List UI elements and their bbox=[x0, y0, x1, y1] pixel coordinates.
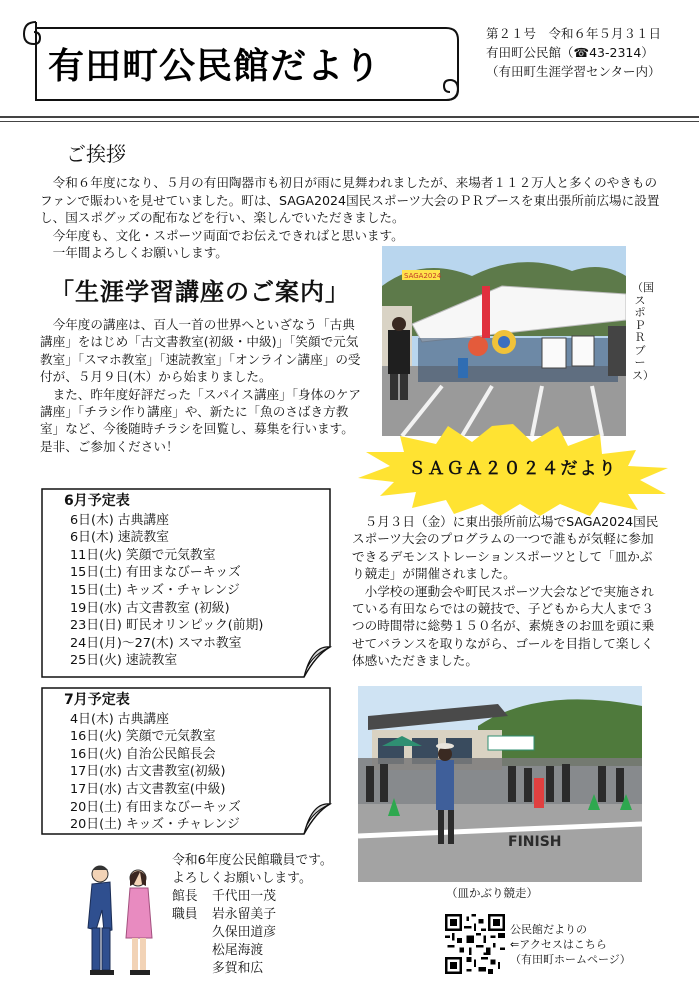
schedule-row: 24日(月)～27(木) スマホ教室 bbox=[70, 635, 242, 651]
staff-intro: 令和6年度公民館職員です。 bbox=[172, 853, 333, 868]
qr-line: ⇐アクセスはこちら bbox=[510, 938, 607, 951]
plate-race-photo bbox=[358, 686, 642, 882]
publisher-location: （有田町生涯学習センター内） bbox=[486, 64, 661, 79]
plate-race-caption: （皿かぶり競走） bbox=[446, 886, 538, 900]
courses-heading: 「生涯学習講座のご案内」 bbox=[50, 278, 350, 306]
june-heading: 6月予定表 bbox=[64, 493, 130, 509]
pr-booth-caption: （国スポＰＲブース） bbox=[632, 281, 654, 382]
schedule-row: 17日(水) 古文書教室(中級) bbox=[70, 781, 226, 797]
schedule-row: 20日(土) 有田まなびーキッズ bbox=[70, 799, 241, 815]
courses-body bbox=[40, 316, 364, 455]
greeting-paragraph: 一年間よろしくお願いします。 bbox=[52, 245, 228, 260]
staff-name: 千代田一茂 bbox=[212, 889, 276, 904]
staff-list bbox=[172, 852, 333, 978]
issue-number-date: 第２１号 令和６年５月３１日 bbox=[486, 26, 662, 41]
courses-paragraph: また、昨年度好評だった「スパイス講座」「身体のケア講座」「チラシ作り講座」や、新たに「魚のさばき方教室」など、今後随時チラシを回覧し、募集を行います。是非、ご参加ください！ bbox=[40, 386, 362, 454]
staff-intro: よろしくお願いします。 bbox=[172, 871, 312, 886]
schedule-row: 15日(土) 有田まなびーキッズ bbox=[70, 565, 241, 581]
pr-banner-text: SAGA2024 bbox=[404, 272, 442, 280]
courses-paragraph: 今年度の講座は、百人一首の世界へといざなう「古典講座」をはじめ「古文書教室(初級・中級)」「笑顔で元気教室」「スマホ教室」「速読教室」「オンライン講座」の受付が、５月９日(木）から始まりました。 bbox=[40, 317, 361, 385]
schedule-row: 6日(木) 古典講座 bbox=[70, 512, 169, 528]
newsletter-title: 有田町公民館だより bbox=[48, 46, 382, 87]
saga-news-burst bbox=[350, 420, 676, 516]
staff-row-director bbox=[172, 888, 333, 906]
july-heading: 7月予定表 bbox=[64, 692, 130, 708]
issue-info bbox=[486, 24, 661, 81]
schedule-row: 6日(木) 速読教室 bbox=[70, 530, 169, 546]
staff-row-member bbox=[172, 960, 333, 978]
saga-news-heading: ＳＡＧＡ２０２４だより bbox=[408, 459, 618, 479]
schedule-row: 17日(水) 古文書教室(初級) bbox=[70, 764, 226, 780]
staff-name: 多賀和広 bbox=[212, 961, 264, 976]
qr-line: 公民館だよりの bbox=[510, 923, 587, 936]
schedule-row: 4日(木) 古典講座 bbox=[70, 711, 169, 727]
schedule-row: 20日(土) キッズ・チャレンジ bbox=[70, 817, 240, 833]
staff-name: 岩永留美子 bbox=[212, 907, 276, 922]
qr-line: （有田町ホームページ） bbox=[510, 953, 631, 966]
staff-name: 久保田道彦 bbox=[212, 925, 276, 940]
header-rule bbox=[0, 116, 699, 118]
greeting-heading: ご挨拶 bbox=[66, 142, 126, 166]
schedule-row: 23日(日) 町民オリンピック(前期) bbox=[70, 618, 264, 634]
july-schedule bbox=[40, 686, 332, 836]
masthead-banner bbox=[18, 14, 464, 110]
schedule-row: 25日(火) 速読教室 bbox=[70, 653, 178, 669]
qr-instructions bbox=[510, 922, 631, 967]
publisher-phone: 有田町公民館（☎43-2314） bbox=[486, 45, 654, 60]
schedule-row: 15日(土) キッズ・チャレンジ bbox=[70, 582, 240, 598]
saga-paragraph: ５月３日（金）に東出張所前広場でSAGA2024国民スポーツ大会のプログラムの一つで誰もが気軽に参加できるデモンストレーションスポーツとして「皿かぶり競走」が開催されました。 bbox=[352, 514, 659, 582]
schedule-row: 11日(火) 笑顔で元気教室 bbox=[70, 547, 216, 563]
staff-role: 職員 bbox=[172, 907, 198, 922]
schedule-row: 16日(火) 自治公民館長会 bbox=[70, 746, 216, 762]
header-rule-thin bbox=[0, 121, 699, 122]
bowing-staff-illustration bbox=[82, 860, 160, 980]
saga-paragraph: 小学校の運動会や町民スポーツ大会などで実施されている有田ならではの競技で、子どもから大人まで３つの時間帯に総勢１５０名が、素焼きのお皿を頭に乗せてバランスを取りながら、ゴールを目指して楽しく体感いただきました。 bbox=[352, 583, 655, 669]
qr-code[interactable] bbox=[445, 914, 505, 974]
staff-row-member bbox=[172, 942, 333, 960]
saga-article bbox=[352, 513, 662, 670]
staff-role: 館長 bbox=[172, 889, 198, 904]
staff-row-member bbox=[172, 924, 333, 942]
staff-row-member bbox=[172, 906, 333, 924]
greeting-paragraph: 令和６年度になり、５月の有田陶器市も初日が雨に見舞われましたが、来場者１１２万人と多くのやきものファンで賑わいを見せていました。町は、SAGA2024国民スポーツ大会のＰＲブースを東出張所前広場に設置し、国スポグッズの配布などを行い、楽しんでいただきました。 bbox=[40, 175, 660, 225]
pr-booth-photo bbox=[382, 246, 626, 436]
june-schedule bbox=[40, 487, 332, 679]
staff-name: 松尾海渡 bbox=[212, 943, 264, 958]
finish-line-text: FINISH bbox=[508, 834, 562, 850]
schedule-row: 19日(水) 古文書教室 (初級) bbox=[70, 600, 230, 616]
greeting-paragraph: 今年度も、文化・スポーツ両面でお伝えできればと思います。 bbox=[52, 227, 404, 243]
schedule-row: 16日(火) 笑顔で元気教室 bbox=[70, 729, 216, 745]
